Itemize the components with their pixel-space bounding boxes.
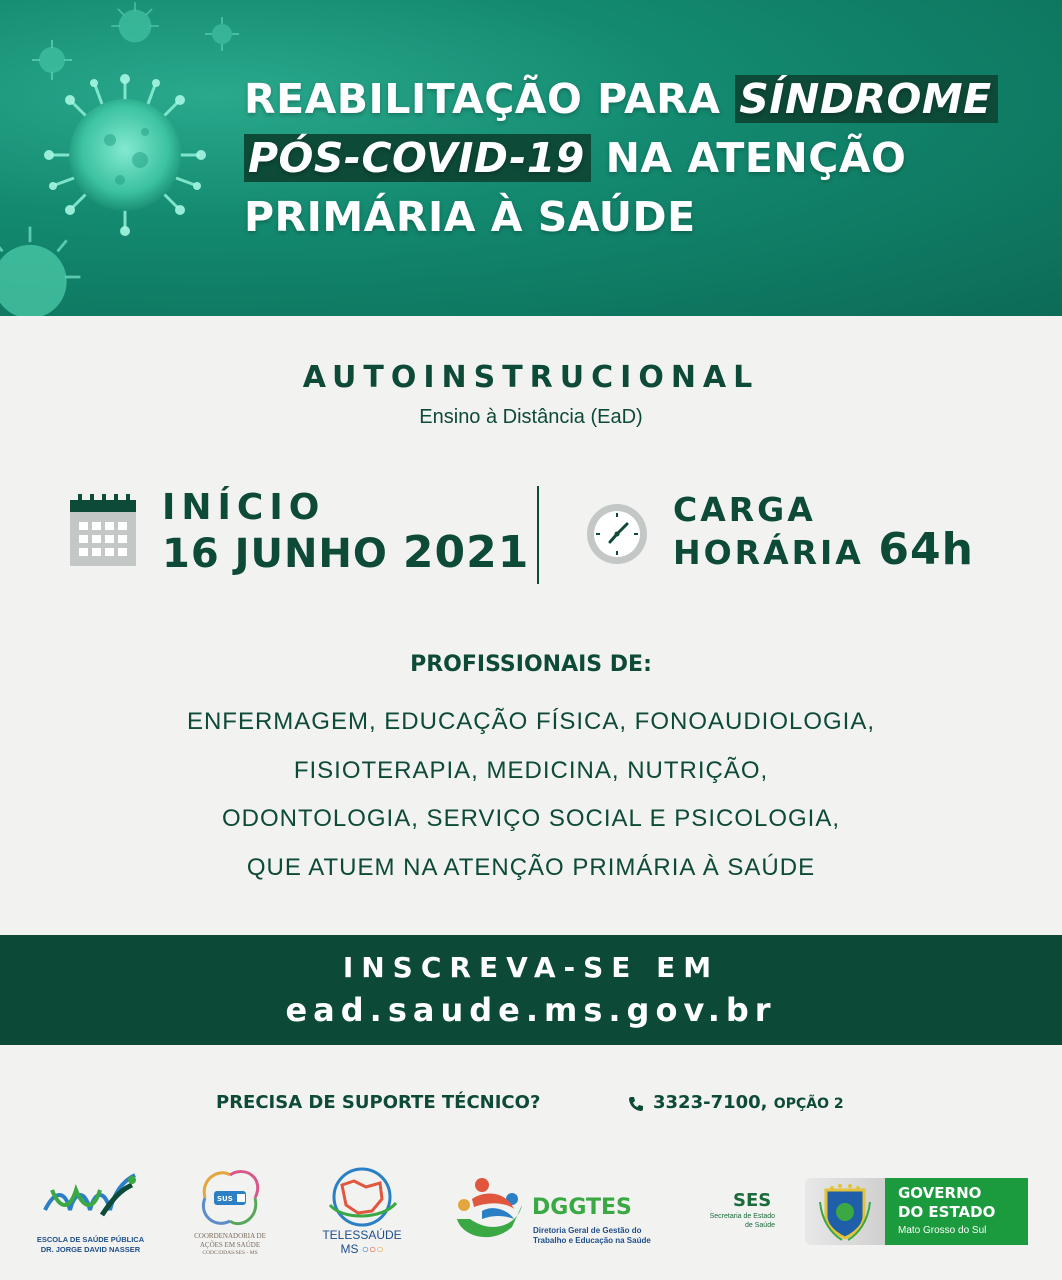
signup-url-link[interactable]: ead.saude.ms.gov.br <box>285 991 777 1029</box>
virus-icon <box>0 222 90 316</box>
gov-line-2: DO ESTADO <box>898 1203 996 1221</box>
title-part-3: PRIMÁRIA À SAÚDE <box>244 193 696 241</box>
phone-icon <box>628 1096 644 1112</box>
telessaude-line-2: MS <box>340 1242 359 1256</box>
telessaude-name: TELESSAÚDE MS ○○○ <box>312 1228 412 1256</box>
signup-title: INSCREVA-SE EM <box>342 951 720 984</box>
audience-line: FISIOTERAPIA, MEDICINA, NUTRIÇÃO, <box>293 756 769 784</box>
calendar-icon <box>70 492 136 566</box>
ses-line-2: de Saúde <box>745 1221 775 1229</box>
modality-title: AUTOINSTRUCIONAL <box>302 360 760 395</box>
support-question: PRECISA DE SUPORTE TÉCNICO? <box>216 1092 541 1113</box>
coordenadoria-name <box>185 1232 275 1258</box>
start-date <box>162 527 529 578</box>
coat-of-arms-icon <box>818 1182 872 1242</box>
start-label: INÍCIO <box>162 487 326 528</box>
workload <box>673 490 974 573</box>
phone-number: 3323-7100, <box>653 1092 768 1113</box>
telessaude-line-1: TELESSAÚDE <box>322 1228 402 1242</box>
escola-line-2: DR. JORGE DAVID NASSER <box>40 1245 141 1254</box>
title-highlight-2: PÓS-COVID-19 <box>244 134 591 182</box>
gov-line-1: GOVERNO <box>898 1184 982 1202</box>
hero-banner <box>0 0 1062 316</box>
phone-option: OPÇÃO 2 <box>773 1096 844 1112</box>
telessaude-logo-icon <box>322 1165 402 1227</box>
escola-name <box>33 1235 148 1255</box>
virus-icon <box>100 0 170 52</box>
divider <box>537 486 539 584</box>
dggtes-subtitle <box>533 1226 651 1246</box>
support-phone[interactable] <box>653 1092 844 1113</box>
virus-icon <box>204 16 240 52</box>
workload-label-2: HORÁRIA <box>673 533 864 572</box>
virus-icon <box>30 38 74 82</box>
coordenadoria-logo-icon <box>190 1163 270 1231</box>
dggtes-logo-icon <box>452 1175 534 1247</box>
title-part-2: NA ATENÇÃO <box>590 134 907 182</box>
clock-icon <box>585 502 649 566</box>
virus-icon <box>40 70 210 240</box>
modality-subtitle: Ensino à Distância (EaD) <box>419 406 643 428</box>
audience-line: ODONTOLOGIA, SERVIÇO SOCIAL E PSICOLOGIA, <box>221 805 841 832</box>
gov-line-3: Mato Grosso do Sul <box>898 1225 987 1236</box>
gov-badge <box>885 1178 1028 1245</box>
escola-logo-icon <box>40 1170 140 1230</box>
coord-line-3: CODC/DDAS/SES - MS <box>202 1250 258 1256</box>
start-day-month: 16 JUNHO <box>162 531 388 577</box>
title-highlight-1: SÍNDROME <box>735 75 997 123</box>
course-title <box>244 70 1024 247</box>
workload-label-1: CARGA <box>673 490 816 529</box>
audience-line: ENFERMAGEM, EDUCAÇÃO FÍSICA, FONOAUDIOLOGIA, <box>186 708 876 735</box>
audience-list <box>0 698 1062 892</box>
audience-title: PROFISSIONAIS DE: <box>410 652 652 677</box>
ses-name: SES <box>733 1190 772 1211</box>
coord-badge: SUS <box>217 1195 233 1203</box>
escola-line-1: ESCOLA DE SAÚDE PÚBLICA <box>36 1235 145 1244</box>
title-part-1: REABILITAÇÃO PARA <box>244 75 736 123</box>
ses-subtitle <box>690 1213 775 1230</box>
dggtes-name: DGGTES <box>532 1195 632 1220</box>
start-year: 2021 <box>402 527 530 578</box>
coord-line-1: COORDENADORIA DE <box>194 1232 266 1240</box>
coord-line-2: AÇÕES EM SAÚDE <box>199 1240 261 1249</box>
ses-line-1: Secretaria de Estado <box>709 1213 775 1220</box>
audience-line: QUE ATUEM NA ATENÇÃO PRIMÁRIA À SAÚDE <box>246 853 816 881</box>
dggtes-line-1: Diretoria Geral de Gestão do <box>533 1226 642 1235</box>
workload-value: 64h <box>878 524 974 575</box>
dggtes-line-2: Trabalho e Educação na Saúde <box>533 1236 651 1245</box>
